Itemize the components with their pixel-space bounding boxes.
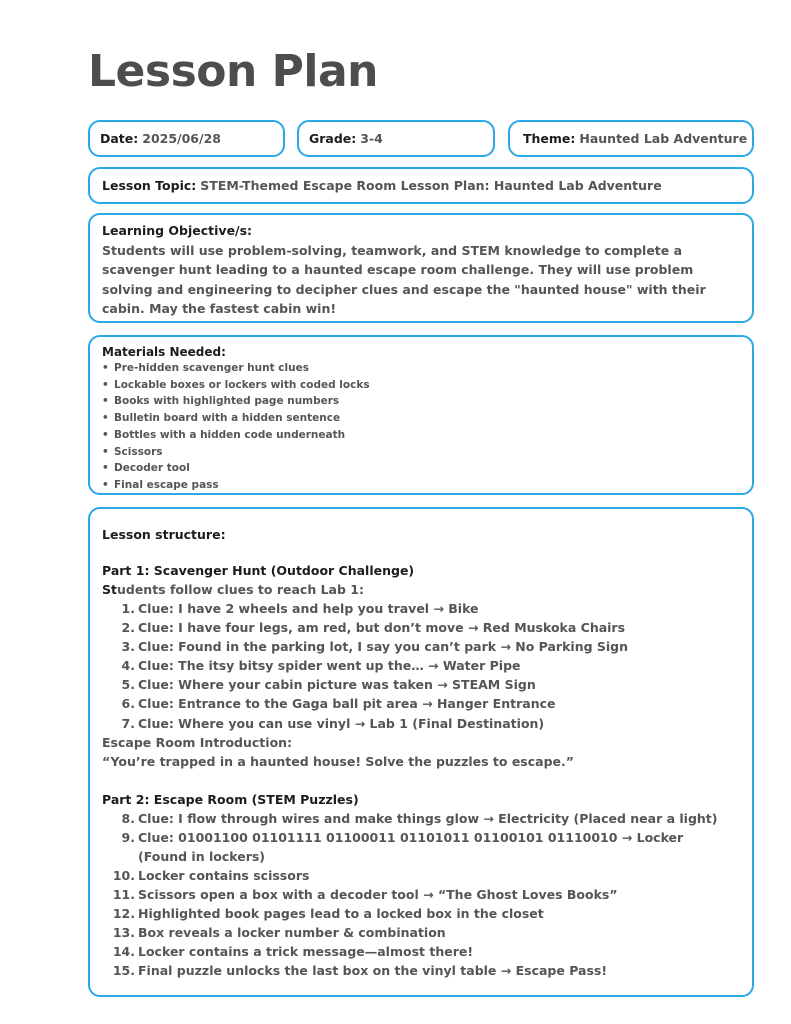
step-item [102, 828, 740, 866]
material-item: • Bulletin board with a hidden sentence [102, 410, 740, 427]
materials-list [102, 360, 740, 494]
theme-field [508, 120, 754, 157]
part1-intro [102, 580, 740, 599]
step-item [102, 714, 740, 733]
material-item: • Final escape pass [102, 477, 740, 494]
materials-section [88, 335, 754, 495]
step-text: Clue: 01001100 01101111 01100011 01101011 01100101 01110010 → Locker (Found in lockers) [138, 829, 684, 864]
step-item [102, 866, 740, 885]
escape-intro-quote: “You’re trapped in a haunted house! Solve the puzzles to escape.” [102, 753, 574, 769]
step-number: 10. [112, 867, 135, 883]
step-text: Clue: I have four legs, am red, but don’t move → Red Muskoka Chairs [138, 620, 626, 636]
step-item [102, 675, 740, 694]
step-item [102, 694, 740, 713]
step-text: Clue: The itsy bitsy spider went up the… → Water Pipe [138, 658, 521, 674]
topic-value: STEM-Themed Escape Room Lesson Plan: Haunted Lab Adventure [200, 178, 662, 193]
step-item [102, 942, 740, 961]
step-text: Box reveals a locker number & combination [138, 925, 446, 941]
step-number: 13. [112, 925, 135, 941]
step-text: Locker contains a trick message—almost there! [138, 944, 474, 960]
part2-steps [102, 809, 740, 981]
step-number: 1. [121, 601, 135, 616]
step-item [102, 637, 740, 656]
theme-label: Theme: [523, 131, 576, 146]
part1-intro-bold: St [102, 582, 117, 597]
step-number: 5. [121, 677, 135, 693]
step-text: Clue: Where you can use vinyl → Lab 1 (Final Destination) [138, 715, 545, 731]
part2-title: Part 2: Escape Room (STEM Puzzles) [102, 791, 359, 807]
step-number: 9. [121, 829, 135, 845]
grade-field [297, 120, 495, 157]
date-field [88, 120, 285, 157]
date-value: 2025/06/28 [142, 131, 221, 146]
step-text: Clue: Found in the parking lot, I say you can’t park → No Parking Sign [138, 639, 629, 655]
step-text: Clue: Where your cabin picture was taken → STEAM Sign [138, 677, 536, 693]
step-number: 4. [121, 658, 135, 674]
escape-intro-label: Escape Room Introduction: [102, 734, 293, 750]
lesson-structure-section [88, 507, 754, 997]
material-item: • Scissors [102, 444, 740, 461]
step-text: Final puzzle unlocks the last box on the vinyl table → Escape Pass! [138, 963, 608, 979]
grade-value: 3-4 [360, 131, 383, 146]
step-text: Clue: Entrance to the Gaga ball pit area → Hanger Entrance [138, 696, 556, 712]
step-item [102, 961, 740, 980]
step-item [102, 885, 740, 904]
step-number: 6. [121, 696, 135, 712]
step-number: 12. [112, 906, 135, 922]
step-number: 7. [121, 715, 135, 731]
step-number: 11. [112, 887, 135, 903]
step-number: 2. [121, 620, 135, 636]
lesson-topic-field [88, 167, 754, 204]
step-number: 15. [112, 963, 135, 979]
materials-label: Materials Needed: [102, 345, 226, 359]
step-item [102, 656, 740, 675]
step-text: Scissors open a box with a decoder tool → “The Ghost Loves Books” [138, 887, 618, 903]
part1-intro-rest: udents follow clues to reach Lab 1: [116, 582, 364, 597]
topic-label: Lesson Topic: [102, 178, 197, 193]
step-item [102, 618, 740, 637]
material-item: • Bottles with a hidden code underneath [102, 427, 740, 444]
step-text: Clue: I have 2 wheels and help you travel → Bike [138, 601, 479, 616]
step-item [102, 904, 740, 923]
step-number: 3. [121, 639, 135, 655]
step-number: 8. [121, 810, 135, 826]
material-item: • Pre-hidden scavenger hunt clues [102, 360, 740, 377]
structure-label: Lesson structure: [102, 527, 226, 542]
theme-value: Haunted Lab Adventure [579, 131, 748, 146]
part1-title: Part 1: Scavenger Hunt (Outdoor Challenge) [102, 563, 415, 578]
step-text: Highlighted book pages lead to a locked box in the closet [138, 906, 544, 922]
step-number: 14. [112, 944, 135, 960]
grade-label: Grade: [309, 131, 357, 146]
material-item: • Decoder tool [102, 460, 740, 477]
step-item [102, 923, 740, 942]
page-title: Lesson Plan [88, 46, 378, 97]
objective-label: Learning Objective/s: [102, 223, 253, 238]
step-text: Locker contains scissors [138, 867, 310, 883]
step-item [102, 599, 740, 618]
step-item [102, 809, 740, 828]
objective-text: Students will use problem-solving, teamwork, and STEM knowledge to complete a scavenger hunt leading to a haunted escape room challenge. They will use problem solving and engineering to decipher clues and escape the "haunted house" with their cabin. May the fastest cabin win! [102, 243, 706, 316]
date-label: Date: [100, 131, 139, 146]
material-item: • Lockable boxes or lockers with coded locks [102, 377, 740, 394]
material-item: • Books with highlighted page numbers [102, 393, 740, 410]
learning-objective-section [88, 213, 754, 323]
step-text: Clue: I flow through wires and make things glow → Electricity (Placed near a light) [138, 810, 718, 826]
part1-steps [102, 599, 740, 733]
